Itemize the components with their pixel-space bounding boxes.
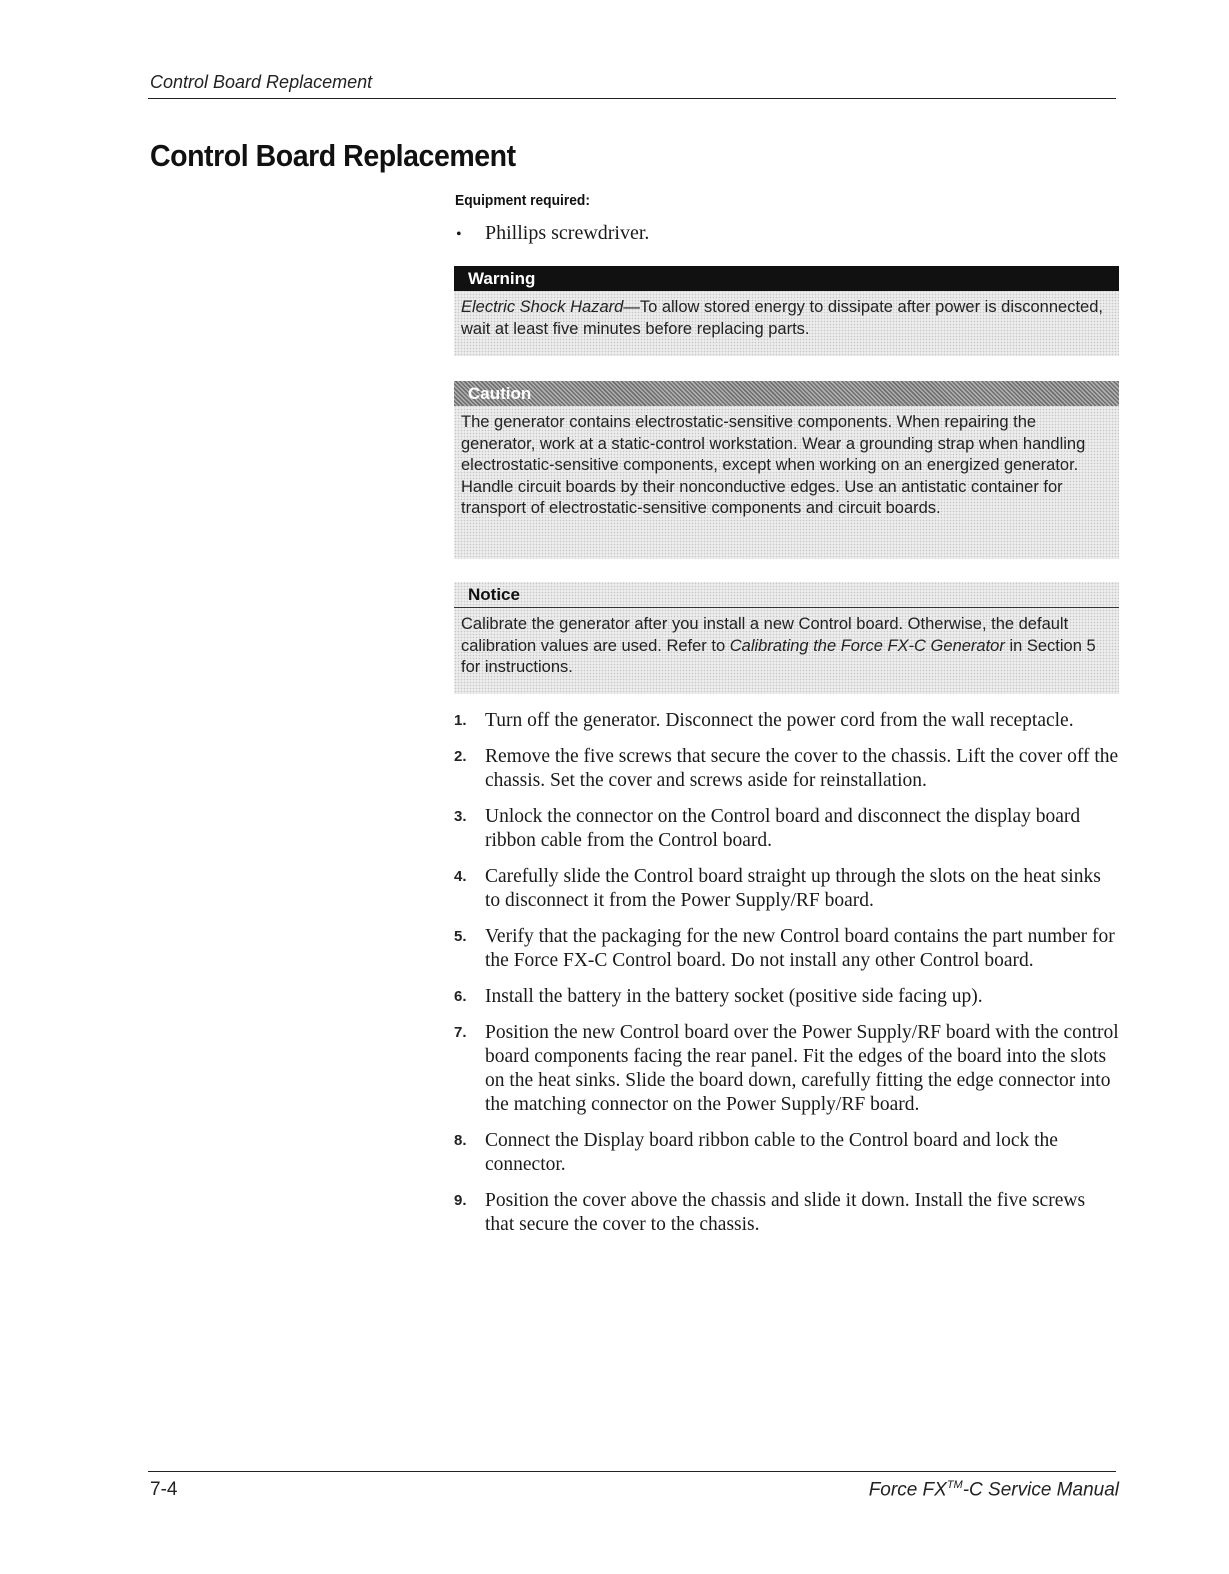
warning-box (454, 266, 1119, 356)
step-item (454, 985, 1119, 1009)
caution-heading: Caution (454, 381, 1119, 406)
step-text: Remove the five screws that secure the cover to the chassis. Lift the cover off the chassis. Set the cover and screws aside for reinstallation. (485, 746, 1119, 791)
notice-body-start: Calibrate the generator after you install a new Control board. Otherwise, the default calibration values are used. Refer to (461, 615, 1069, 655)
step-text: Carefully slide the Control board straight up through the slots on the heat sinks to disconnect it from the Power Supply/RF board. (485, 866, 1101, 911)
notice-heading: Notice (454, 582, 1119, 608)
warning-hazard: Electric Shock Hazard (461, 298, 624, 316)
step-number: 5. (454, 928, 467, 945)
running-header: Control Board Replacement (150, 72, 373, 92)
step-text: Position the cover above the chassis and slide it down. Install the five screws that secure the cover to the chassis. (485, 1190, 1086, 1235)
caution-box (454, 381, 1119, 559)
bullet-icon: • (456, 226, 462, 243)
manual-title-suffix: -C Service Manual (962, 1479, 1119, 1501)
step-item (454, 745, 1119, 793)
footer-rule (148, 1471, 1116, 1472)
page-number: 7-4 (150, 1479, 178, 1500)
step-item (454, 925, 1119, 973)
warning-body: —To allow stored energy to dissipate after power is disconnected, wait at least five minutes before replacing parts. (461, 298, 1103, 338)
equipment-label: Equipment required: (455, 192, 590, 209)
trademark-mark: TM (946, 1479, 963, 1491)
step-text: Turn off the generator. Disconnect the power cord from the wall receptacle. (485, 710, 1074, 731)
step-number: 4. (454, 868, 467, 885)
equipment-item-text: Phillips screwdriver. (485, 222, 650, 244)
manual-title (869, 1479, 1119, 1501)
step-number: 9. (454, 1192, 467, 1209)
step-number: 1. (454, 712, 467, 729)
step-number: 2. (454, 748, 467, 765)
step-item (454, 1129, 1119, 1177)
notice-reference: Calibrating the Force FX-C Generator (729, 636, 1005, 655)
step-item (454, 709, 1119, 733)
header-rule (148, 98, 1116, 99)
step-text: Position the new Control board over the Power Supply/RF board with the control board components facing the rear panel. Fit the edges of the board into the slots on the heat sinks. Slide the board down, carefully fitting the edge connector into the matching connector on the Power Supply/RF board. (485, 1022, 1119, 1115)
step-item (454, 1189, 1119, 1237)
step-item (454, 805, 1119, 853)
step-number: 8. (454, 1132, 467, 1149)
step-item (454, 865, 1119, 913)
procedure-steps (454, 709, 1119, 1249)
step-item (454, 1021, 1119, 1117)
step-text: Install the battery in the battery socket (positive side facing up). (485, 986, 983, 1007)
manual-title-prefix: Force FX (868, 1479, 947, 1501)
notice-box (454, 582, 1119, 694)
step-text: Connect the Display board ribbon cable to the Control board and lock the connector. (485, 1130, 1058, 1175)
step-number: 3. (454, 808, 467, 825)
equipment-item (456, 222, 649, 245)
caution-text: The generator contains electrostatic-sensitive components. When repairing the generator, work at a static-control workstation. Wear a grounding strap when handling electrostatic-sensitive components, except when working on an energized generator. Handle circuit boards by their nonconductive edges. Use an antistatic container for transport of electrostatic-sensitive components and circuit boards. (461, 413, 1086, 517)
page-title: Control Board Replacement (150, 138, 516, 173)
warning-heading: Warning (454, 266, 1119, 291)
warning-text (454, 291, 1119, 352)
step-number: 7. (454, 1024, 467, 1041)
step-number: 6. (454, 988, 467, 1005)
step-text: Verify that the packaging for the new Control board contains the part number for the Force FX-C Control board. Do not install any other Control board. (485, 926, 1115, 971)
notice-body-end: in Section 5 for instructions. (461, 636, 1096, 676)
step-text: Unlock the connector on the Control board and disconnect the display board ribbon cable from the Control board. (485, 806, 1081, 851)
notice-text (454, 608, 1119, 691)
